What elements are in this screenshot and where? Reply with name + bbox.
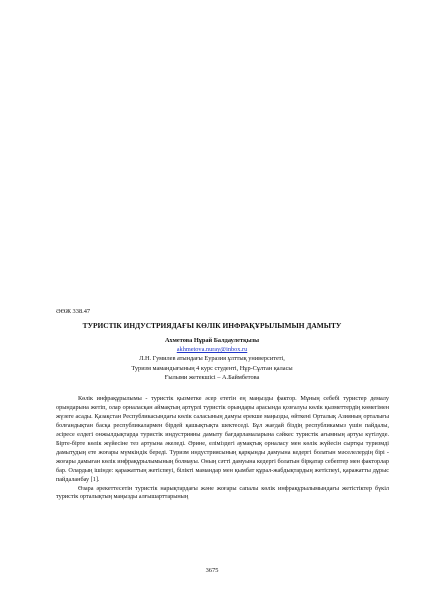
article-body bbox=[56, 395, 389, 502]
author-email-link[interactable]: akhmetova.nuray@inbox.ru bbox=[176, 346, 248, 354]
page-number: 3675 bbox=[205, 567, 219, 574]
supervisor: Ғылыми жетекшісі – А.Баймбетова bbox=[164, 373, 260, 381]
author-name: Ахметова Нұрай Балдаулетқызы bbox=[164, 337, 260, 344]
udc-code: ӘӨЖ 338.47 bbox=[56, 308, 91, 315]
article-title: ТУРИСТІК ИНДУСТРИЯДАҒЫ КӨЛІК ИНФРАҚҰРЫЛЫМЫН ДАМЫТУ bbox=[82, 321, 342, 330]
body-paragraph: Өзара әрекеттесетін туристік нарықтардағы және жоғары сапалы көлік инфрақұрылымындағы жетістіктер бүкіл туристік орталықтың маңызды алғышарттарының bbox=[56, 484, 389, 501]
body-paragraph: Көлік инфрақұрылымы - туристік қызметке әсер ететін ең маңызды фактор. Мұның себебі туристер демалу орындарына жетіп, олар орналасқан аймақтың артүрлі туристік орындары арасында қозғалуы көлік қызметтердің көмегімен жүзеге асады. Қазақстан Республикасындағы көлік саласының дамуы ерекше маңызды, өйткені Орталық Азияның орталығы болғандықтан басқа республикалармен бірдей қашықтықта шектеседі. Бұл жағдай біздің республикамыз үшін пайдалы, әсіресе елдегі онжылдықтарда туристік индустрияны дамыту бағдарламаларына сәйкес туристік ағымның артуы күтілуде. Бірте-бірте көлік жүйесіне тез артуына әкеледі. Әрине, еліміздегі аумақтық орналасу мен көлік жүйесін сыртқы туризмді дамытудың ете жоғары мүмкіндік береді. Туризм индустриясының қарқынды дамуына кедергі болатын мәселелердің бірі - жоғары дамыған көлік инфрақұрылымының болмауы. Оның сәтті дамуына кедергі болатын бірқатар себептер мен факторлар бар. Олардың ішінде: қаражаттың жетіспеуі, білікті мамандар мен қымбат құрал-жабдықтардың жетіспеуі, қаражатты дұрыс пайдаланбау [1]. bbox=[56, 395, 389, 483]
author-position: Туризм мамандығының 4 курс студенті, Нұр-Сұлтан қаласы bbox=[131, 364, 293, 372]
author-block bbox=[0, 336, 424, 382]
author-affiliation: Л.Н. Гумилев атындағы Еуразия ұлттық университеті, bbox=[139, 355, 285, 363]
